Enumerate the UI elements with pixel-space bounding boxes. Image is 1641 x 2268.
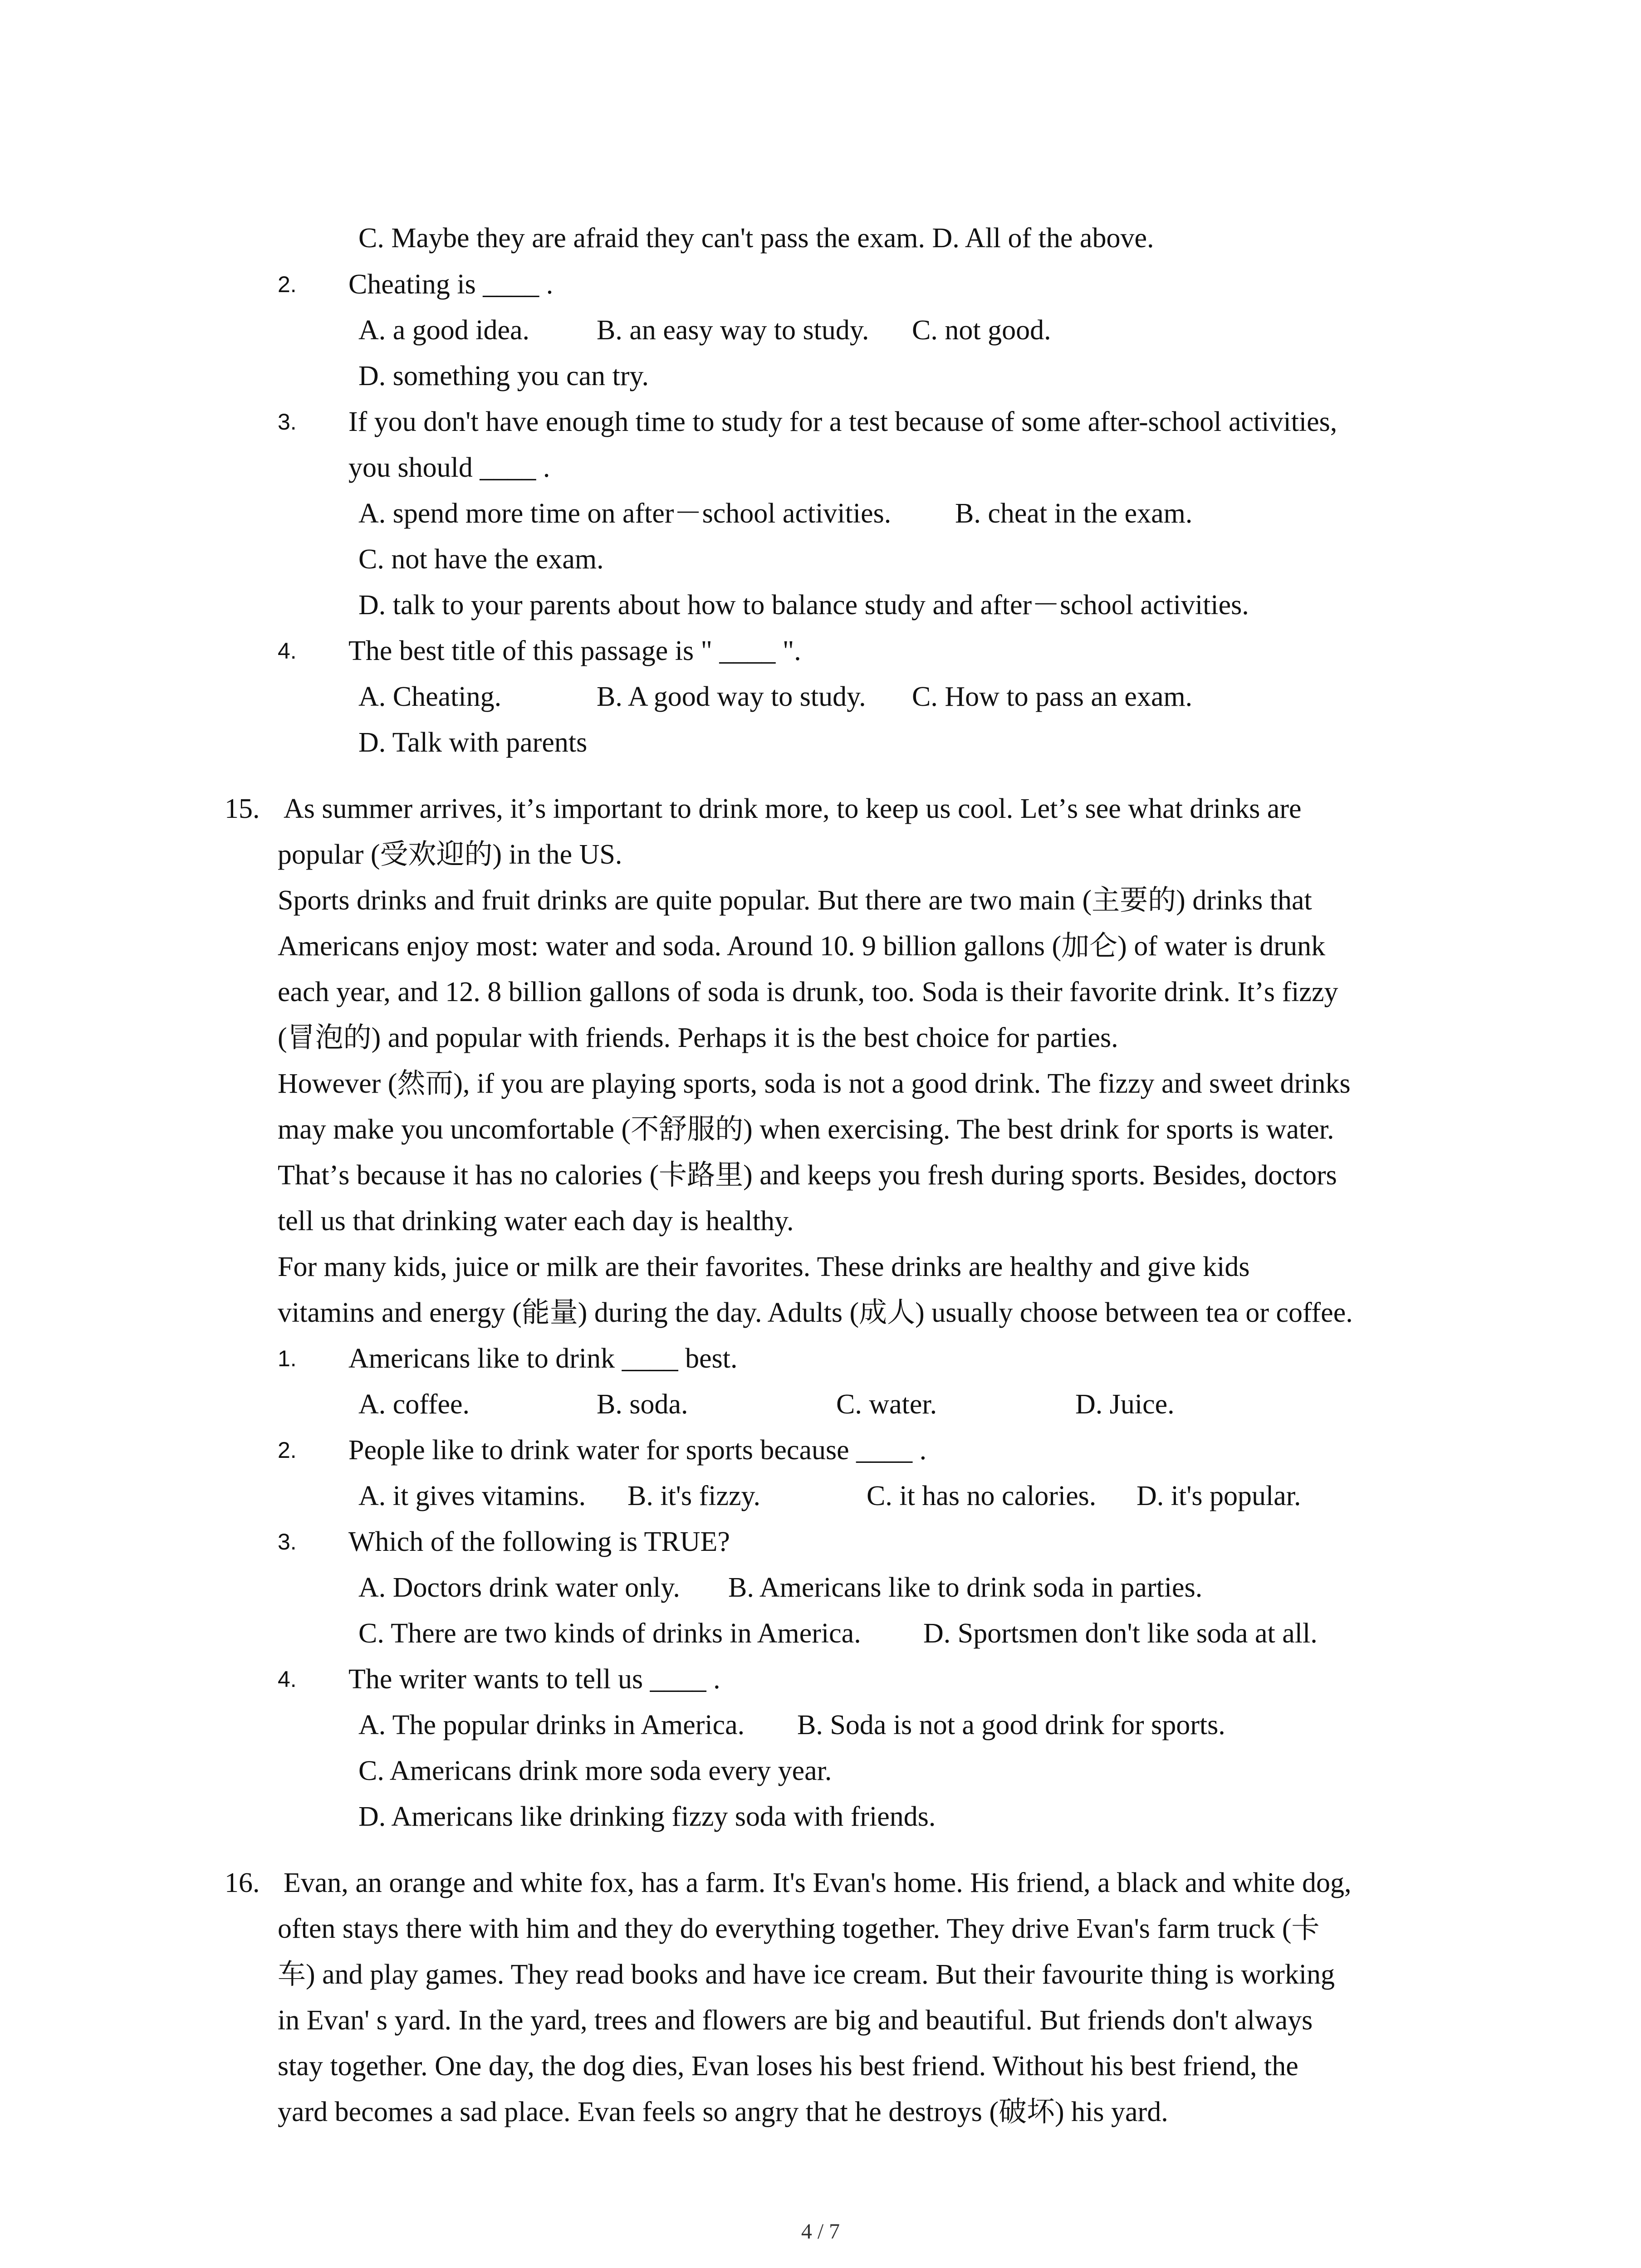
q14-sub2-option-b: B. an easy way to study. [597, 315, 869, 346]
q14-sub4-option-c: C. How to pass an exam. [912, 681, 1193, 712]
q15-passage-line9: Thatʼs because it has no calories (卡路里) and keeps you fresh during sports. Besides, doctors [278, 1160, 1337, 1191]
q14-sub2-option-c: C. not good. [912, 315, 1051, 346]
q14-sub4-option-b: B. A good way to study. [597, 681, 866, 712]
q15-passage-line2: popular (受欢迎的) in the US. [278, 839, 622, 870]
q15-sub2-option-c: C. it has no calories. [867, 1481, 1097, 1511]
q15-sub1-option-c: C. water. [836, 1389, 937, 1420]
q15-sub3-option-b: B. Americans like to drink soda in parties. [728, 1572, 1203, 1603]
q15-sub1-option-a: A. coffee. [358, 1389, 470, 1420]
q15-sub4-option-c: C. Americans drink more soda every year. [358, 1755, 832, 1786]
q15-sub4-option-a: A. The popular drinks in America. [358, 1710, 745, 1740]
q14-sub3-option-c: C. not have the exam. [358, 544, 604, 575]
q15-sub4-option-b: B. Soda is not a good drink for sports. [797, 1710, 1225, 1740]
q16-passage-line4: in Evan' s yard. In the yard, trees and flowers are big and beautiful. But friends don't always [278, 2005, 1313, 2036]
q15-sub2-option-a: A. it gives vitamins. [358, 1481, 586, 1511]
q14-sub2-stem: Cheating is ____ . [348, 269, 554, 300]
q16-passage-line3: 车) and play games. They read books and have ice cream. But their favourite thing is working [278, 1959, 1335, 1990]
q14-sub2-option-a: A. a good idea. [358, 315, 530, 346]
page-number: 4 / 7 [801, 2219, 840, 2244]
q15-sub1-option-d: D. Juice. [1075, 1389, 1175, 1420]
q15-sub1-stem: Americans like to drink ____ best. [348, 1343, 738, 1374]
q15-passage-line4: Americans enjoy most: water and soda. Around 10. 9 billion gallons (加仑) of water is drunk [278, 931, 1326, 962]
q14-sub3-option-a: A. spend more time on after－school activities. [358, 498, 892, 529]
q15-passage-line11: For many kids, juice or milk are their favorites. These drinks are healthy and give kids [278, 1251, 1250, 1282]
q15-sub3-stem: Which of the following is TRUE? [348, 1526, 730, 1557]
q14-sub4-number: 4. [278, 638, 297, 664]
q14-sub4-stem: The best title of this passage is " ____ ". [348, 635, 801, 666]
q14-sub4-option-a: A. Cheating. [358, 681, 502, 712]
q15-passage-line10: tell us that drinking water each day is healthy. [278, 1206, 794, 1237]
q14-sub4-option-d: D. Talk with parents [358, 727, 588, 758]
q15-number: 15. [225, 793, 260, 824]
q15-sub3-option-d: D. Sportsmen don't like soda at all. [923, 1618, 1318, 1649]
q15-sub4-option-d: D. Americans like drinking fizzy soda with friends. [358, 1801, 936, 1832]
q14-sub3-number: 3. [278, 409, 297, 435]
q15-sub3-number: 3. [278, 1529, 297, 1554]
q14-sub3-stem-line2: you should ____ . [348, 452, 550, 483]
q14-sub2-number: 2. [278, 272, 297, 297]
q15-sub3-option-a: A. Doctors drink water only. [358, 1572, 680, 1603]
q15-sub1-option-b: B. soda. [597, 1389, 688, 1420]
q15-sub4-stem: The writer wants to tell us ____ . [348, 1664, 720, 1695]
q15-sub2-number: 2. [278, 1437, 297, 1463]
q14-sub3-option-d: D. talk to your parents about how to balance study and after－school activities. [358, 590, 1249, 621]
q16-passage-line6: yard becomes a sad place. Evan feels so angry that he destroys (破坏) his yard. [278, 2097, 1168, 2127]
q15-passage-line7: However (然而), if you are playing sports, soda is not a good drink. The fizzy and sweet drinks [278, 1068, 1351, 1099]
q14-sub2-option-d: D. something you can try. [358, 361, 649, 391]
q15-passage-line12: vitamins and energy (能量) during the day. Adults (成人) usually choose between tea or coffee. [278, 1297, 1353, 1328]
q15-sub2-option-d: D. it's popular. [1136, 1481, 1301, 1511]
q15-passage-line5: each year, and 12. 8 billion gallons of soda is drunk, too. Soda is their favorite drink. Itʼs fizzy [278, 977, 1338, 1007]
q14-sub3-stem-line1: If you don't have enough time to study for a test because of some after-school activities, [348, 406, 1337, 437]
q15-sub1-number: 1. [278, 1346, 297, 1371]
q15-sub2-option-b: B. it's fizzy. [627, 1481, 760, 1511]
q15-sub3-option-c: C. There are two kinds of drinks in America. [358, 1618, 861, 1649]
q16-number: 16. [225, 1867, 260, 1898]
q15-sub4-number: 4. [278, 1667, 297, 1692]
q15-passage-line1: As summer arrives, itʼs important to drink more, to keep us cool. Letʼs see what drinks are [284, 793, 1302, 824]
q16-passage-line5: stay together. One day, the dog dies, Evan loses his best friend. Without his best friend, the [278, 2051, 1298, 2082]
q14-sub1-options-cd: C. Maybe they are afraid they can't pass the exam. D. All of the above. [358, 223, 1154, 254]
q15-passage-line6: (冒泡的) and popular with friends. Perhaps it is the best choice for parties. [278, 1022, 1118, 1053]
q15-passage-line3: Sports drinks and fruit drinks are quite popular. But there are two main (主要的) drinks that [278, 885, 1312, 916]
q16-passage-line1: Evan, an orange and white fox, has a farm. It's Evan's home. His friend, a black and white dog, [284, 1867, 1352, 1898]
q14-sub3-option-b: B. cheat in the exam. [955, 498, 1193, 529]
q15-sub2-stem: People like to drink water for sports because ____ . [348, 1435, 927, 1466]
q16-passage-line2: often stays there with him and they do everything together. They drive Evan's farm truck (卡 [278, 1913, 1320, 1944]
q15-passage-line8: may make you uncomfortable (不舒服的) when exercising. The best drink for sports is water. [278, 1114, 1334, 1145]
